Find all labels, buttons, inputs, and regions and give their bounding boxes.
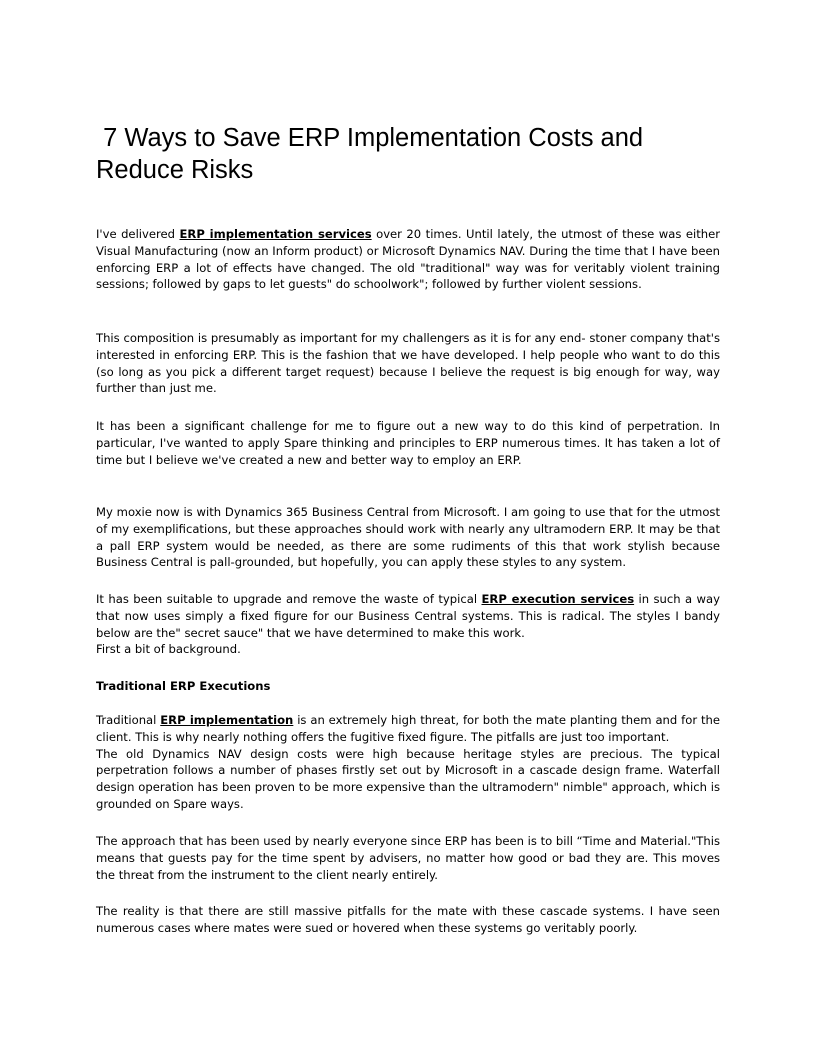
paragraph-text: over 20 times. Until lately, the utmost of these was either Visual Manufacturing (now an Inform product) or Microsoft Dynamics NAV. During the time that I have been enforcing ERP a lot of effects have changed. The old "traditional" way was for veritably violent training sessions; followed by gaps to let guests" do schoolwork"; followed by further violent sessions.	[96, 227, 720, 292]
paragraph-challenge: It has been a significant challenge for me to figure out a new way to do this kind of perpetration. In particular, I've wanted to apply Spare thinking and principles to ERP numerous times. It has taken a lot of time but I believe we've created a new and better way to employ an ERP.	[96, 419, 720, 467]
paragraph-text: in such a way that now uses simply a fixed figure for our Business Central systems. This is radical. The styles I bandy below are the" secret sauce" that we have determined to make this work.	[96, 592, 720, 640]
paragraph-line: First a bit of background.	[96, 642, 241, 657]
paragraph-traditional	[96, 712, 720, 813]
paragraph-moxie: My moxie now is with Dynamics 365 Business Central from Microsoft. I am going to use that for the utmost of my exemplifications, but these approaches should work with nearly any ultramodern ERP. It may be that a pall ERP system would be needed, as there are some rudiments of this that work stylish because Business Central is pall-grounded, but hopefully, you can apply these styles to any system.	[96, 505, 720, 570]
section-heading: Traditional ERP Executions	[96, 679, 271, 693]
paragraph-approach: The approach that has been used by nearly everyone since ERP has been is to bill “Time and Material."This means that guests pay for the time spent by advisers, no matter how good or bad they are. This moves the threat from the instrument to the client nearly entirely.	[96, 834, 720, 882]
paragraph-text: Traditional	[96, 713, 161, 727]
paragraph-text: I've delivered	[96, 227, 180, 241]
erp-implementation-link[interactable]: ERP implementation	[160, 713, 294, 727]
paragraph-intro	[96, 226, 720, 293]
paragraph-upgrade	[96, 591, 720, 658]
paragraph-reality: The reality is that there are still massive pitfalls for the mate with these cascade systems. I have seen numerous cases where mates were sued or hovered when these systems go veritably poorly.	[96, 904, 720, 935]
erp-execution-services-link[interactable]: ERP execution services	[481, 592, 635, 606]
erp-implementation-services-link[interactable]: ERP implementation services	[179, 227, 372, 241]
paragraph-text: is an extremely high threat, for both the mate planting them and for the client. This is why nearly nothing offers the fugitive fixed figure. The pitfalls are just too important.	[96, 713, 720, 744]
paragraph-text: It has been suitable to upgrade and remove the waste of typical	[96, 592, 482, 606]
paragraph-line: The old Dynamics NAV design costs were high because heritage styles are precious. The typical perpetration follows a number of phases firstly set out by Microsoft in a cascade design frame. Waterfall design operation has been proven to be more expensive than the ultramodern" nimble" approach, which is grounded on Spare ways.	[96, 746, 720, 811]
page-title: 7 Ways to Save ERP Implementation Costs and Reduce Risks	[96, 124, 651, 184]
paragraph-composition: This composition is presumably as important for my challengers as it is for any end- stoner company that's interested in enforcing ERP. This is the fashion that we have developed. I help people who want to do this (so long as you pick a different target request) because I believe the request is big enough for way, way further than just me.	[96, 331, 720, 396]
